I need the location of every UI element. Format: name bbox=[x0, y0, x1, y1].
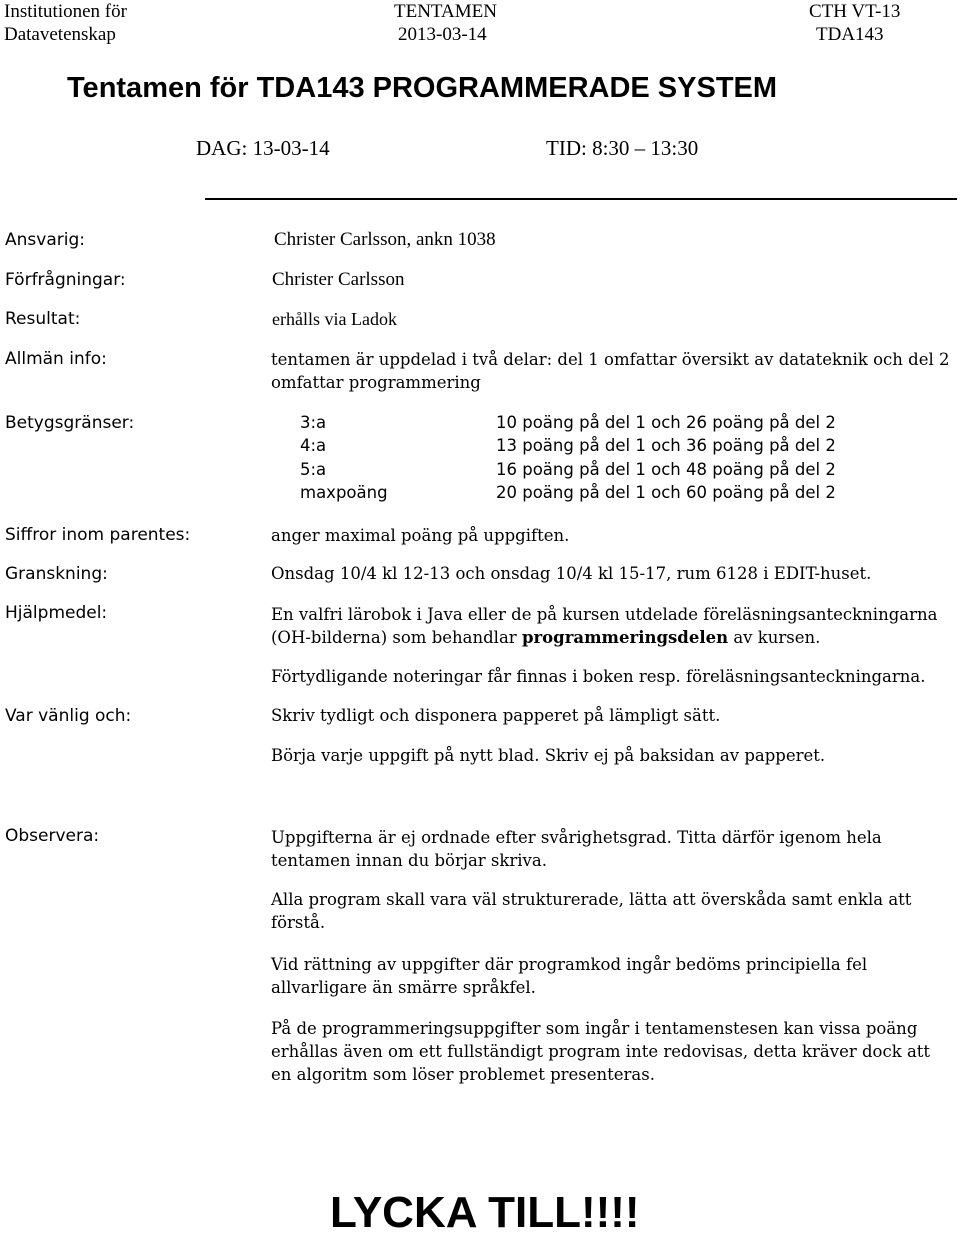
resultat-label: Resultat: bbox=[5, 309, 81, 329]
observera-p1: Uppgifterna är ej ordnade efter svårighetsgrad. Titta därför igenom hela tentamen innan du börjar skriva. bbox=[271, 828, 882, 870]
grade-4-requirement: 13 poäng på del 1 och 36 poäng på del 2 bbox=[496, 436, 836, 455]
header-institution-line2: Datavetenskap bbox=[4, 24, 116, 45]
varvanlig-label: Var vänlig och: bbox=[5, 706, 132, 726]
header-institution-line1: Institutionen för bbox=[4, 1, 127, 22]
closing-message: LYCKA TILL!!!! bbox=[330, 1188, 640, 1237]
forfragningar-label: Förfrågningar: bbox=[5, 270, 126, 290]
siffror-label: Siffror inom parentes: bbox=[5, 525, 191, 545]
header-exam-type: TENTAMEN bbox=[394, 1, 497, 22]
hjalpmedel-value bbox=[271, 603, 955, 649]
varvanlig-line1: Skriv tydligt och disponera papperet på lämpligt sätt. bbox=[271, 706, 721, 725]
grade-5-requirement: 16 poäng på del 1 och 48 poäng på del 2 bbox=[496, 460, 836, 479]
resultat-value: erhålls via Ladok bbox=[272, 309, 397, 329]
allman-info-label: Allmän info: bbox=[5, 349, 107, 369]
grade-max: maxpoäng bbox=[300, 483, 388, 502]
page-title: Tentamen för TDA143 PROGRAMMERADE SYSTEM bbox=[67, 72, 778, 104]
hjalpmedel-text-post: av kursen. bbox=[728, 628, 821, 647]
grade-max-requirement: 20 poäng på del 1 och 60 poäng på del 2 bbox=[496, 483, 836, 502]
exam-time: TID: 8:30 – 13:30 bbox=[546, 136, 699, 160]
granskning-value: Onsdag 10/4 kl 12-13 och onsdag 10/4 kl 15-17, rum 6128 i EDIT-huset. bbox=[271, 564, 872, 583]
hjalpmedel-note: Förtydligande noteringar får finnas i boken resp. föreläsningsanteckningarna. bbox=[271, 667, 926, 686]
observera-p3: Vid rättning av uppgifter där programkod ingår bedöms principiella fel allvarligare än smärre språkfel. bbox=[271, 955, 868, 997]
grade-4: 4:a bbox=[300, 436, 327, 455]
observera-p4: På de programmeringsuppgifter som ingår i tentamenstesen kan vissa poäng erhållas även om ett fullständigt program inte redovisas, detta kräver dock att en algoritm som löser problemet presenteras. bbox=[271, 1019, 931, 1084]
header-course-code: TDA143 bbox=[816, 24, 884, 45]
allman-info-value: tentamen är uppdelad i två delar: del 1 omfattar översikt av datateknik och del 2 omfattar programmering bbox=[271, 350, 950, 392]
betygsgranser-label: Betygsgränser: bbox=[5, 413, 135, 433]
hjalpmedel-text-pre: En valfri lärobok i Java eller de på kursen utdelade föreläsningsanteckningarna (OH-bilderna) som behandlar bbox=[271, 605, 938, 647]
grade-5: 5:a bbox=[300, 460, 327, 479]
grade-3: 3:a bbox=[300, 413, 327, 432]
siffror-value: anger maximal poäng på uppgiften. bbox=[271, 526, 570, 545]
grade-3-requirement: 10 poäng på del 1 och 26 poäng på del 2 bbox=[496, 413, 836, 432]
granskning-label: Granskning: bbox=[5, 564, 108, 584]
header-term: CTH VT-13 bbox=[809, 1, 901, 22]
hjalpmedel-text-bold: programmeringsdelen bbox=[521, 628, 729, 647]
ansvarig-value: Christer Carlsson, ankn 1038 bbox=[274, 229, 496, 250]
varvanlig-line2: Börja varje uppgift på nytt blad. Skriv ej på baksidan av papperet. bbox=[271, 746, 826, 765]
exam-day: DAG: 13-03-14 bbox=[196, 136, 330, 160]
ansvarig-label: Ansvarig: bbox=[5, 230, 85, 250]
observera-label: Observera: bbox=[5, 826, 100, 846]
header-exam-date: 2013-03-14 bbox=[398, 24, 487, 45]
forfragningar-value: Christer Carlsson bbox=[272, 269, 405, 290]
observera-p2: Alla program skall vara väl strukturerade, lätta att överskåda samt enkla att förstå. bbox=[271, 890, 912, 932]
hjalpmedel-label: Hjälpmedel: bbox=[5, 603, 108, 623]
header-divider bbox=[205, 198, 957, 200]
